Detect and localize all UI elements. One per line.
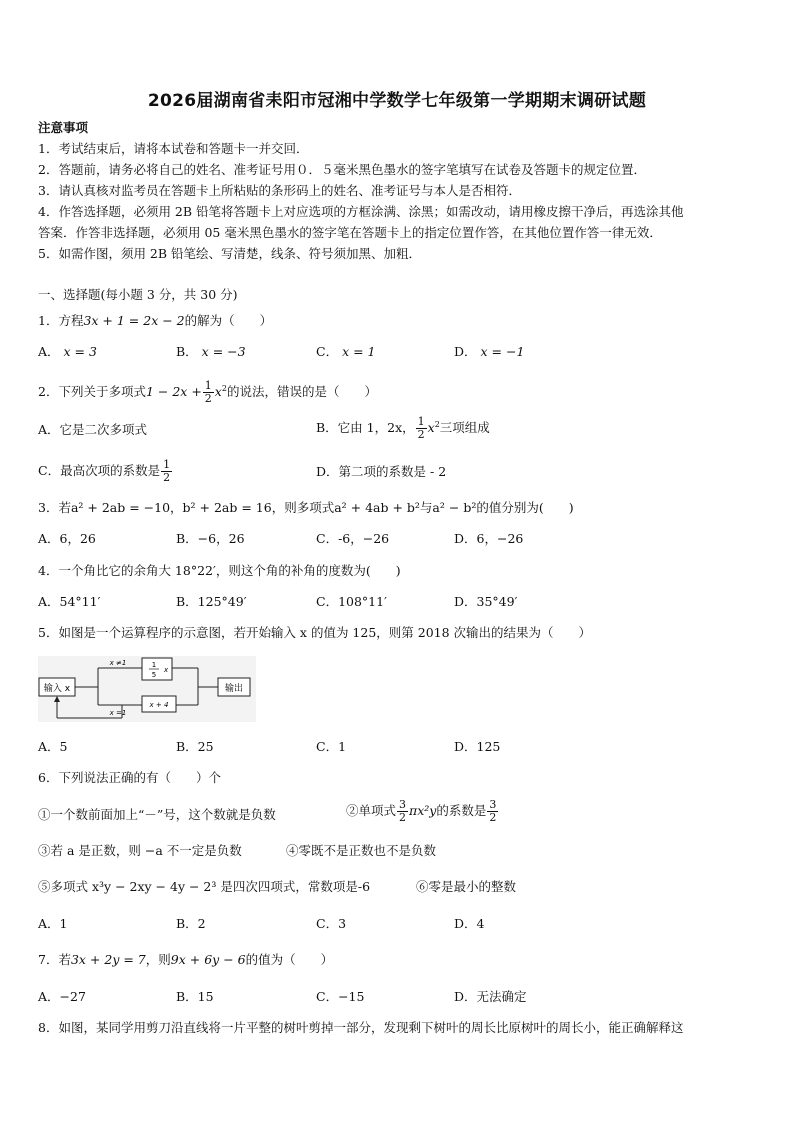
q6-statement-5: ⑤多项式 x³y − 2xy − 4y − 2³ 是四次四项式，常数项是-6 bbox=[38, 879, 371, 894]
output-box-label: 输出 bbox=[224, 684, 244, 694]
question-5-stem: 5．如图是一个运算程序的示意图，若开始输入 x 的值为 125，则第 2018 次输出的结果为（ ） bbox=[38, 625, 592, 640]
note-item-5: 5．如需作图，须用 2B 铅笔绘、写清楚，线条、符号须加黑、加粗． bbox=[38, 246, 422, 261]
question-4-stem: 4．一个角比它的余角大 18°22′，则这个角的补角的度数为( ) bbox=[38, 563, 401, 578]
note-item-4: 4．作答选择题，必须用 2B 铅笔将答题卡上对应选项的方框涂满、涂黑；如需改动，请用橡皮擦干净后，再选涂其他 bbox=[38, 204, 684, 219]
q3-option-c: C．-6，−26 bbox=[316, 531, 390, 546]
q2-option-d: D．第二项的系数是 - 2 bbox=[316, 464, 447, 479]
condition-bottom: x =1 bbox=[109, 709, 127, 717]
q2-fraction: $\frac{1}{2}$ bbox=[204, 379, 212, 406]
q6-statement-2: ②单项式 $\frac{3}{2}$ πx²y的系数是 $\frac{3}{2}$ bbox=[346, 798, 497, 824]
q4-option-d: D．35°49′ bbox=[454, 594, 518, 609]
q2-option-c: C．最高次项的系数是 $\frac{1}{2}$ bbox=[38, 458, 171, 484]
q2-option-b: B．它由 1，2x， $\frac{1}{2}$ $x^2$三项组成 bbox=[316, 415, 490, 442]
q6-option-a: A．1 bbox=[38, 916, 68, 931]
page-title: 2026届湖南省耒阳市冠湘中学数学七年级第一学期期末调研试题 bbox=[147, 91, 647, 111]
q4-option-a: A．54°11′ bbox=[38, 594, 101, 609]
condition-top: x ≠1 bbox=[109, 659, 127, 667]
q3-option-a: A．6，26 bbox=[38, 531, 96, 546]
q6-statement-6: ⑥零是最小的整数 bbox=[416, 879, 517, 894]
q5-option-d: D．125 bbox=[454, 739, 501, 754]
program-flow-diagram bbox=[38, 656, 256, 722]
q5-option-c: C．1 bbox=[316, 739, 347, 754]
q7-option-a: A．−27 bbox=[38, 989, 86, 1004]
note-item-2: 2．答题前，请务必将自己的姓名、准考证号用０．５毫米黑色墨水的签字笔填写在试卷及答题卡的规定位置． bbox=[38, 162, 646, 177]
q6-option-b: B．2 bbox=[176, 916, 206, 931]
q1-option-d: D． x = −1 bbox=[454, 344, 525, 359]
question-6-stem: 6．下列说法正确的有（ ）个 bbox=[38, 770, 221, 785]
q6-statement-3: ③若 a 是正数，则 −a 不一定是负数 bbox=[38, 843, 242, 858]
question-8-stem: 8．如图，某同学用剪刀沿直线将一片平整的树叶剪掉一部分，发现剩下树叶的周长比原树叶的周长小，能正确解释这 bbox=[38, 1020, 684, 1035]
note-item-3: 3．请认真核对监考员在答题卡上所粘贴的条形码上的姓名、准考证号与本人是否相符． bbox=[38, 183, 521, 198]
q1-option-c: C． x = 1 bbox=[316, 344, 376, 359]
q7-option-c: C．−15 bbox=[316, 989, 365, 1004]
op-top-den: 5 bbox=[151, 671, 157, 679]
question-2-stem: 2．下列关于多项式1 − 2x + $\frac{1}{2}$ $x^2$的说法，错误的是（ ） bbox=[38, 379, 377, 406]
op-top-var: x bbox=[164, 666, 169, 674]
q5-option-a: A．5 bbox=[38, 739, 68, 754]
question-1-stem: 1．方程3x + 1 = 2x − 2的解为（ ） bbox=[38, 313, 273, 328]
input-box-label: 输入 x bbox=[43, 684, 71, 694]
q2-option-a: A．它是二次多项式 bbox=[38, 422, 148, 437]
note-item-4-cont: 答案．作答非选择题，必须用 05 毫米黑色墨水的签字笔在答题卡上的指定位置作答，在其他位置作答一律无效． bbox=[38, 225, 662, 240]
note-item-1: 1．考试结束后，请将本试卷和答题卡一并交回． bbox=[38, 141, 309, 156]
op-bottom-label: x + 4 bbox=[149, 701, 169, 709]
op-top-num: 1 bbox=[151, 661, 157, 669]
section-heading: 一、选择题(每小题 3 分，共 30 分) bbox=[38, 287, 238, 302]
q6-statement-1: ①一个数前面加上“－”号，这个数就是负数 bbox=[38, 807, 276, 822]
q6-option-d: D．4 bbox=[454, 916, 485, 931]
q5-option-b: B．25 bbox=[176, 739, 214, 754]
q1-option-b: B． x = −3 bbox=[176, 344, 246, 359]
q7-option-d: D．无法确定 bbox=[454, 989, 527, 1004]
q3-option-d: D．6，−26 bbox=[454, 531, 524, 546]
q4-option-c: C．108°11′ bbox=[316, 594, 387, 609]
question-3-stem: 3．若a² + 2ab = −10，b² + 2ab = 16，则多项式a² + 4ab + b²与a² − b²的值分别为( ) bbox=[38, 500, 574, 515]
q1-equation: 3x + 1 = 2x − 2 bbox=[83, 313, 185, 328]
question-7-stem: 7．若3x + 2y = 7，则9x + 6y − 6的值为（ ） bbox=[38, 952, 334, 967]
q3-option-b: B．−6，26 bbox=[176, 531, 245, 546]
q6-statement-4: ④零既不是正数也不是负数 bbox=[286, 843, 437, 858]
q7-option-b: B．15 bbox=[176, 989, 214, 1004]
q1-option-a: A． x = 3 bbox=[38, 344, 97, 359]
notes-heading: 注意事项 bbox=[38, 120, 89, 135]
q6-option-c: C．3 bbox=[316, 916, 347, 931]
q4-option-b: B．125°49′ bbox=[176, 594, 247, 609]
